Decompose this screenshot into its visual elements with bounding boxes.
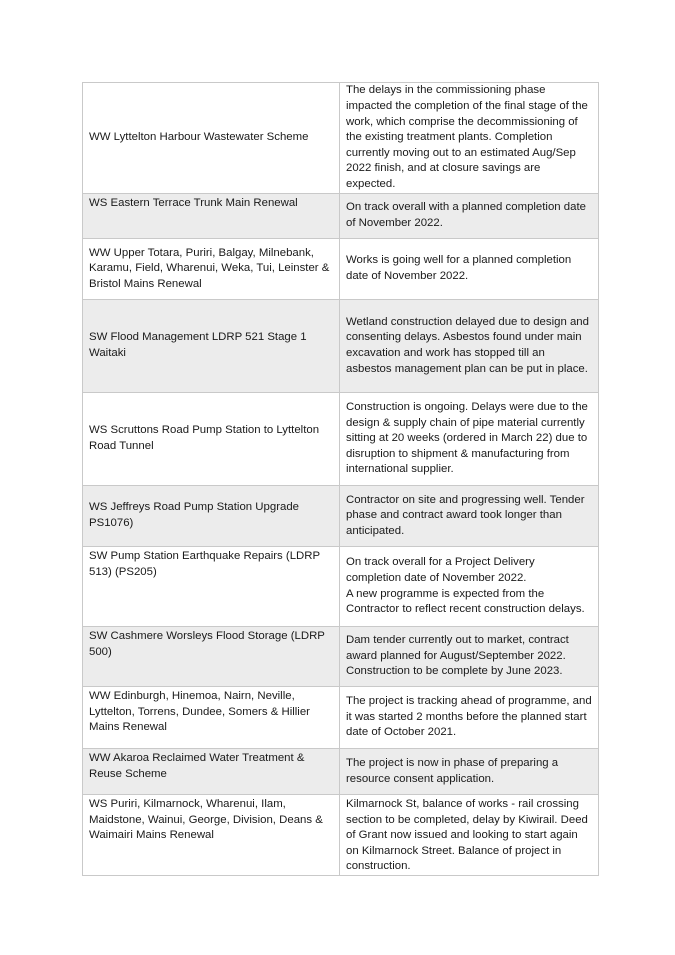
- table-row: [83, 749, 599, 795]
- table-row: [83, 194, 599, 239]
- project-status: The project is now in phase of preparing a resource consent application.: [340, 749, 599, 795]
- table-row: [83, 300, 599, 393]
- project-status: [340, 547, 599, 627]
- table-row: [83, 795, 599, 876]
- project-name: WW Akaroa Reclaimed Water Treatment & Reuse Scheme: [83, 749, 340, 795]
- project-name: SW Pump Station Earthquake Repairs (LDRP 513) (PS205): [83, 547, 340, 627]
- table-row: [83, 239, 599, 300]
- project-name: WW Edinburgh, Hinemoa, Nairn, Neville, Lyttelton, Torrens, Dundee, Somers & Hillier Mains Renewal: [83, 687, 340, 749]
- table-row: [83, 547, 599, 627]
- project-name: WS Puriri, Kilmarnock, Wharenui, Ilam, Maidstone, Wainui, George, Division, Deans & Waimairi Mains Renewal: [83, 795, 340, 876]
- project-status: Works is going well for a planned completion date of November 2022.: [340, 239, 599, 300]
- project-name: WW Upper Totara, Puriri, Balgay, Milnebank, Karamu, Field, Wharenui, Weka, Tui, Leinster & Bristol Mains Renewal: [83, 239, 340, 300]
- project-status: Dam tender currently out to market, contract award planned for August/September 2022. Construction to be complete by June 2023.: [340, 627, 599, 687]
- project-status: The delays in the commissioning phase impacted the completion of the final stage of the work, which comprise the decommissioning of the existing treatment plants. Completion currently moving out to an estimated Aug/Sep 2022 finish, and at closure savings are expected.: [340, 83, 599, 194]
- project-status: Kilmarnock St, balance of works - rail crossing section to be completed, delay by Kiwirail. Deed of Grant now issued and looking to start again on Kilmarnock Street. Balance of project in construction.: [340, 795, 599, 876]
- project-status-table: [82, 82, 599, 876]
- status-line: On track overall for a Project Delivery completion date of November 2022.: [346, 556, 535, 584]
- table-row: [83, 393, 599, 486]
- project-status: Construction is ongoing. Delays were due to the design & supply chain of pipe material currently sitting at 20 weeks (ordered in March 22) due to disruption to shipment & manufacturing from international supplier.: [340, 393, 599, 486]
- table-row: [83, 687, 599, 749]
- status-line: A new programme is expected from the Contractor to reflect recent construction delays.: [346, 587, 585, 616]
- project-name: SW Flood Management LDRP 521 Stage 1 Waitaki: [83, 300, 340, 393]
- project-status: Wetland construction delayed due to design and consenting delays. Asbestos found under main excavation and work has stopped till an asbestos management plan can be put in place.: [340, 300, 599, 393]
- project-status: The project is tracking ahead of programme, and it was started 2 months before the planned start date of October 2021.: [340, 687, 599, 749]
- project-name: WW Lyttelton Harbour Wastewater Scheme: [83, 83, 340, 194]
- project-name: SW Cashmere Worsleys Flood Storage (LDRP 500): [83, 627, 340, 687]
- table-row: [83, 627, 599, 687]
- project-status: On track overall with a planned completion date of November 2022.: [340, 194, 599, 239]
- project-name: WS Scruttons Road Pump Station to Lyttelton Road Tunnel: [83, 393, 340, 486]
- table-row: [83, 486, 599, 547]
- project-status: Contractor on site and progressing well. Tender phase and contract award took longer than anticipated.: [340, 486, 599, 547]
- project-name: WS Jeffreys Road Pump Station Upgrade PS1076): [83, 486, 340, 547]
- table-row: [83, 83, 599, 194]
- project-name: WS Eastern Terrace Trunk Main Renewal: [83, 194, 340, 239]
